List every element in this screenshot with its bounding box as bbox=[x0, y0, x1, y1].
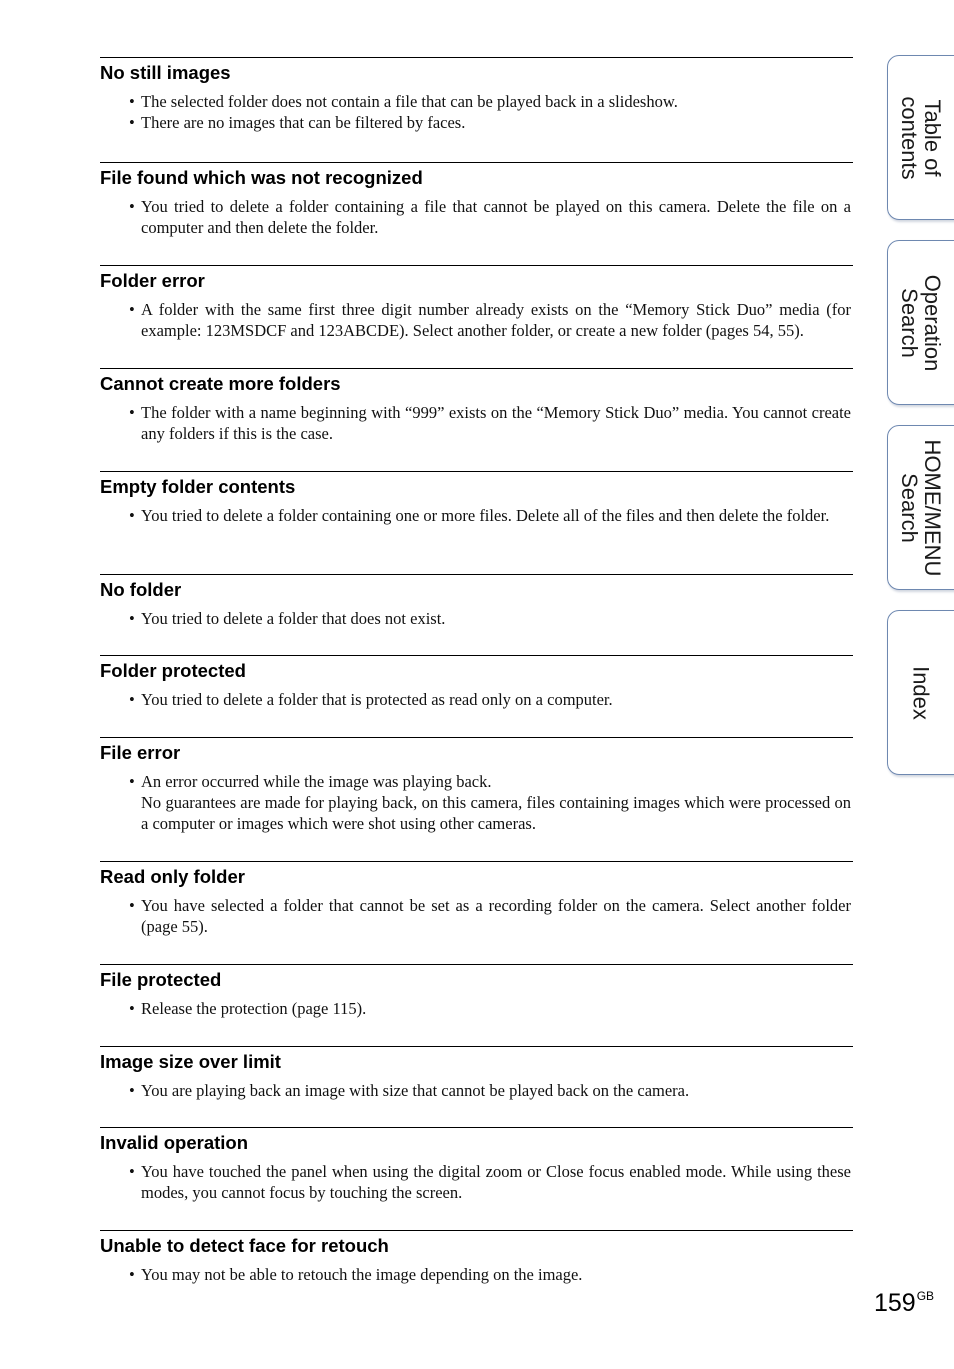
bullet-text: You have touched the panel when using the digital zoom or Close focus enabled mode. While using these modes, you cannot focus by touching the screen. bbox=[141, 1162, 851, 1202]
message-section bbox=[100, 861, 853, 936]
section-heading: Invalid operation bbox=[100, 1132, 249, 1153]
bullet-list bbox=[100, 91, 853, 133]
bullet-item bbox=[100, 1080, 853, 1101]
bullet-text: You tried to delete a folder containing a file that cannot be played on this camera. Delete the file on a computer and then delete the folder. bbox=[141, 197, 851, 237]
section-heading: No folder bbox=[100, 579, 182, 600]
bullet-text: An error occurred while the image was playing back. bbox=[141, 772, 492, 791]
page-number bbox=[874, 1289, 934, 1318]
bullet-text: Release the protection (page 115). bbox=[141, 999, 367, 1018]
section-heading: File found which was not recognized bbox=[100, 167, 423, 188]
bullet-list bbox=[100, 505, 853, 526]
bullet-list bbox=[100, 895, 853, 937]
message-section bbox=[100, 737, 853, 833]
message-section bbox=[100, 1046, 853, 1100]
message-section bbox=[100, 574, 853, 628]
bullet-item bbox=[100, 91, 853, 112]
bullet-item bbox=[100, 196, 853, 238]
bullet-item bbox=[100, 402, 853, 444]
section-heading: File error bbox=[100, 742, 181, 763]
page-number-value: 159 bbox=[874, 1289, 916, 1317]
bullet-list bbox=[100, 771, 853, 834]
section-heading: Folder error bbox=[100, 270, 205, 291]
bullet-item bbox=[100, 112, 853, 133]
tab-label: Operation Search bbox=[897, 274, 945, 372]
bullet-text: You may not be able to retouch the image depending on the image. bbox=[141, 1265, 583, 1284]
bullet-text: You tried to delete a folder that does not exist. bbox=[141, 609, 446, 628]
bullet-list bbox=[100, 402, 853, 444]
bullet-item bbox=[100, 771, 853, 834]
bullet-list bbox=[100, 998, 853, 1019]
message-section bbox=[100, 162, 853, 237]
tab-label: HOME/MENU Search bbox=[897, 439, 945, 577]
message-section bbox=[100, 368, 853, 443]
message-section bbox=[100, 964, 853, 1018]
bullet-list bbox=[100, 1264, 853, 1285]
bullet-list bbox=[100, 196, 853, 238]
bullet-text: You tried to delete a folder that is protected as read only on a computer. bbox=[141, 690, 613, 709]
bullet-text: You tried to delete a folder containing one or more files. Delete all of the files and then delete the folder. bbox=[141, 506, 830, 525]
tab-label: Table of contents bbox=[897, 96, 945, 180]
bullet-item bbox=[100, 299, 853, 341]
bullet-item bbox=[100, 895, 853, 937]
bullet-item bbox=[100, 608, 853, 629]
message-section bbox=[100, 57, 853, 132]
message-section bbox=[100, 1127, 853, 1202]
bullet-list bbox=[100, 608, 853, 629]
bullet-extra-text: No guarantees are made for playing back, on this camera, files containing images which were processed on a computer or images which were shot using other cameras. bbox=[141, 793, 851, 833]
bullet-text: You are playing back an image with size that cannot be played back on the camera. bbox=[141, 1081, 690, 1100]
tab-operation-search[interactable] bbox=[887, 240, 954, 405]
message-section bbox=[100, 265, 853, 340]
section-heading: Image size over limit bbox=[100, 1051, 281, 1072]
bullet-list bbox=[100, 299, 853, 341]
section-heading: Read only folder bbox=[100, 866, 245, 887]
message-section bbox=[100, 1230, 853, 1284]
bullet-list bbox=[100, 1080, 853, 1101]
tab-label: Index bbox=[908, 666, 934, 720]
section-heading: Folder protected bbox=[100, 660, 246, 681]
bullet-text: There are no images that can be filtered by faces. bbox=[141, 113, 466, 132]
bullet-item bbox=[100, 505, 853, 526]
section-heading: No still images bbox=[100, 62, 231, 83]
section-heading: Empty folder contents bbox=[100, 476, 296, 497]
bullet-item bbox=[100, 689, 853, 710]
section-heading: Cannot create more folders bbox=[100, 373, 341, 394]
tab-index[interactable] bbox=[887, 610, 954, 775]
bullet-item bbox=[100, 998, 853, 1019]
bullet-text: You have selected a folder that cannot be set as a recording folder on the camera. Select another folder (page 55). bbox=[141, 896, 851, 936]
tab-table-of-contents[interactable] bbox=[887, 55, 954, 220]
bullet-text: A folder with the same first three digit number already exists on the “Memory Stick Duo” media (for example: 123MSDCF and 123ABCDE). Select another folder, or create a new folder (pages 54, 55). bbox=[141, 300, 851, 340]
bullet-list bbox=[100, 689, 853, 710]
bullet-list bbox=[100, 1161, 853, 1203]
message-section bbox=[100, 471, 853, 525]
page-number-suffix: GB bbox=[916, 1289, 935, 1303]
section-heading: File protected bbox=[100, 969, 222, 990]
bullet-text: The selected folder does not contain a file that can be played back in a slideshow. bbox=[141, 92, 678, 111]
bullet-text: The folder with a name beginning with “999” exists on the “Memory Stick Duo” media. You cannot create any folders if this is the case. bbox=[141, 403, 851, 443]
section-heading: Unable to detect face for retouch bbox=[100, 1235, 389, 1256]
bullet-item bbox=[100, 1161, 853, 1203]
bullet-item bbox=[100, 1264, 853, 1285]
tab-home-menu-search[interactable] bbox=[887, 425, 954, 590]
message-section bbox=[100, 655, 853, 709]
